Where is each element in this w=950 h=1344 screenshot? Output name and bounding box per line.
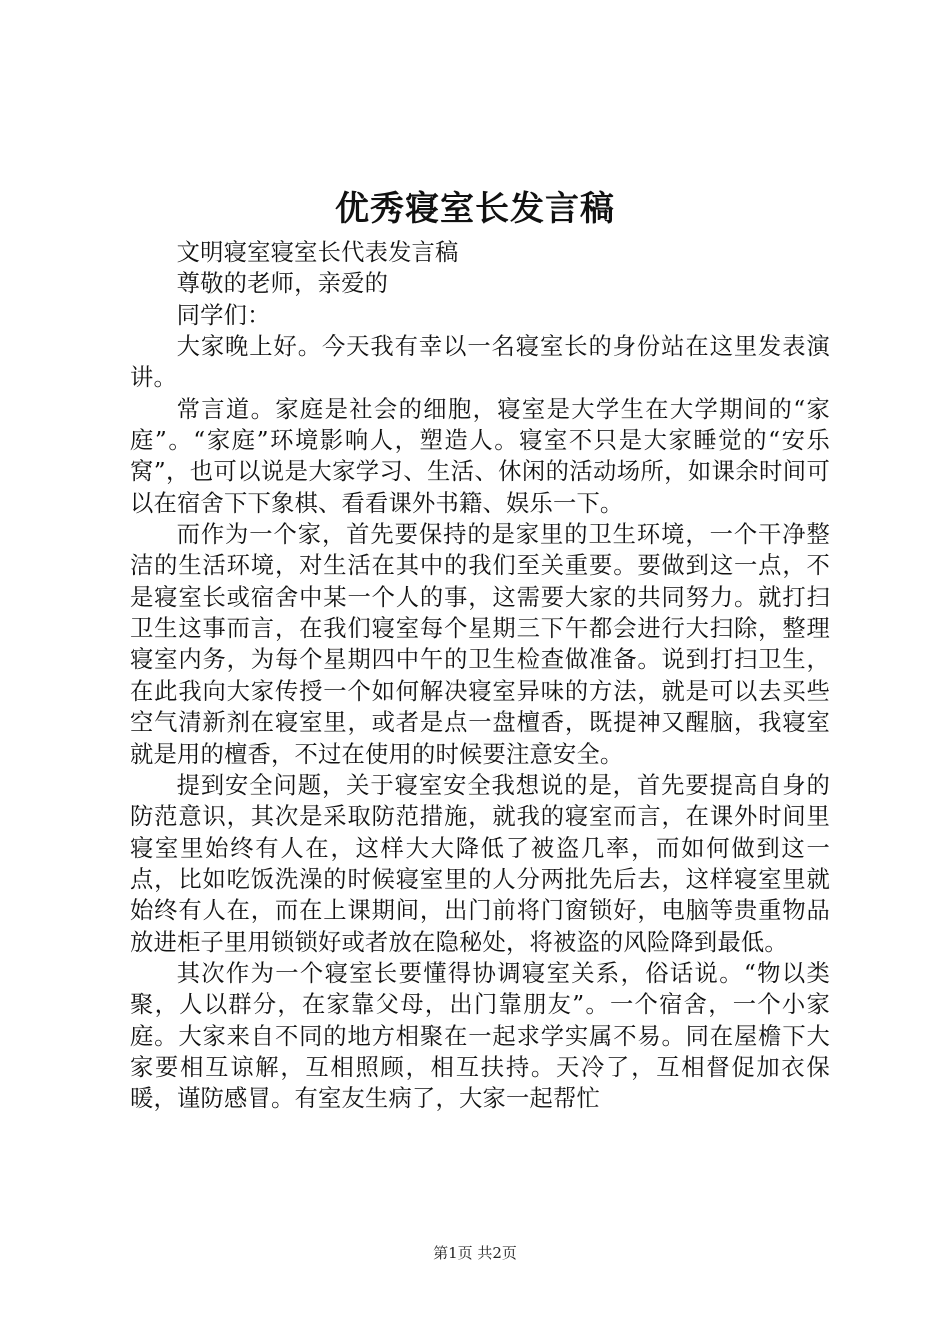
paragraph-subtitle: 文明寝室寝室长代表发言稿 — [176, 239, 459, 266]
paragraph-hygiene: 而作为一个家，首先要保持的是家里的卫生环境，一个干净整洁的生活环境，对生活在其中的我们至关重要。要做到这一点，不是寝室长或宿舍中某一个人的事，这需要大家的共同努力。就打扫卫生这事而言，在我们寝室每个星期三下午都会进行大扫除，整理寝室内务，为每个星期四中午的卫生检查做准备。说到打扫卫生，在此我向大家传授一个如何解决寝室异味的方法，就是可以去买些空气清新剂在寝室里，或者是点一盘檀香，既提神又醒脑，我寝室就是用的檀香，不过在使用的时候要注意安全。 — [130, 521, 830, 768]
document-body — [130, 237, 830, 1115]
paragraph-salutation: 尊敬的老师，亲爱的 — [176, 270, 389, 298]
page-footer: 第1页 共2页 — [433, 1244, 517, 1262]
paragraph-salutation-cont: 同学们： — [176, 301, 271, 329]
paragraph-safety: 提到安全问题，关于寝室安全我想说的是，首先要提高自身的防范意识，其次是采取防范措施，就我的寝室而言，在课外时间里寝室里始终有人在，这样大大降低了被盗几率，而如何做到这一点，比如吃饭洗澡的时候寝室里的人分两批先后去，这样寝室里就始终有人在，而在上课期间，出门前将门窗锁好，电脑等贵重物品放进柜子里用锁锁好或者放在隐秘处，将被盗的风险降到最低。 — [130, 771, 830, 956]
page-title: 优秀寝室长发言稿 — [335, 189, 615, 229]
paragraph-greeting: 大家晚上好。今天我有幸以一名寝室长的身份站在这里发表演讲。 — [130, 333, 830, 392]
paragraph-dorm-as-home: 常言道。家庭是社会的细胞，寝室是大学生在大学期间的“家庭”。“家庭”环境影响人，塑造人。寝室不只是大家睡觉的“安乐窝”，也可以说是大家学习、生活、休闲的活动场所，如课余时间可以在宿舍下下象棋、看看课外书籍、娱乐一下。 — [130, 395, 830, 517]
paragraph-relationships: 其次作为一个寝室长要懂得协调寝室关系，俗话说。“物以类聚，人以群分，在家靠父母，出门靠朋友”。一个宿舍，一个小家庭。大家来自不同的地方相聚在一起求学实属不易。同在屋檐下大家要相互谅解，互相照顾，相互扶持。天冷了，互相督促加衣保暖，谨防感冒。有室友生病了，大家一起帮忙 — [130, 959, 830, 1113]
